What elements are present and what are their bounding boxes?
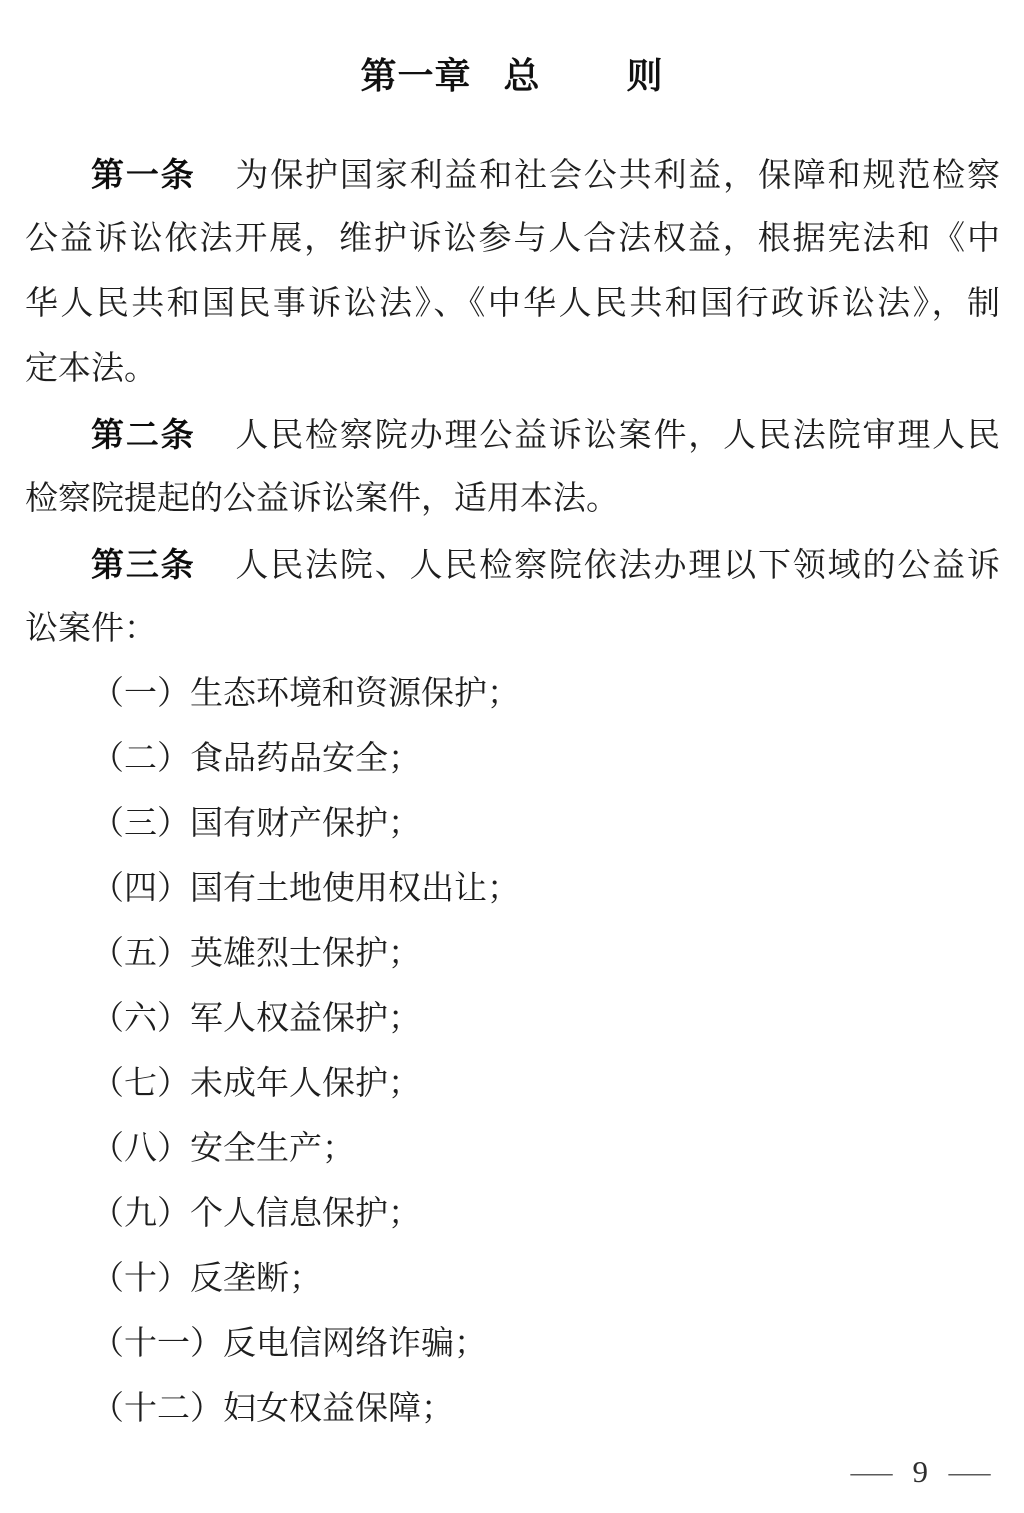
article-1-text: 华人民共和国民事诉讼法》、《中华人民共和国行政诉讼法》，制: [25, 286, 1000, 322]
article-1-line-4: [25, 337, 1000, 402]
list-item-text: （十）反垄断；: [91, 1261, 322, 1297]
article-body: [25, 142, 1000, 1442]
list-item-text: （八）安全生产；: [91, 1131, 355, 1167]
list-item-4: [25, 857, 1000, 922]
list-item-text: （一）生态环境和资源保护；: [91, 676, 520, 712]
list-item-text: （十二）妇女权益保障；: [91, 1391, 454, 1427]
list-item-text: （五）英雄烈士保护；: [91, 936, 421, 972]
list-item-text: （四）国有土地使用权出让；: [91, 871, 520, 907]
list-item-9: [25, 1182, 1000, 1247]
list-item-1: [25, 662, 1000, 727]
page-number-footer: [850, 1450, 991, 1494]
list-item-2: [25, 727, 1000, 792]
list-item-12: [25, 1377, 1000, 1442]
chapter-title-word-1: 总: [503, 55, 541, 96]
chapter-label: 第一章: [360, 55, 472, 96]
list-item-text: （七）未成年人保护；: [91, 1066, 421, 1102]
footer-right-dash: —: [948, 1454, 991, 1489]
list-item-text: （二）食品药品安全；: [91, 741, 421, 777]
list-item-8: [25, 1117, 1000, 1182]
article-2-number: 第二条: [91, 416, 196, 453]
article-3-text: 讼案件：: [25, 611, 157, 647]
article-3-line-1: [25, 532, 1000, 597]
chapter-title-word-2: 则: [626, 55, 664, 96]
article-3-text: 人民法院、人民检察院依法办理以下领域的公益诉: [233, 548, 1000, 584]
article-1-text: 公益诉讼依法开展，维护诉讼参与人合法权益，根据宪法和《中: [25, 221, 1000, 257]
article-1-number: 第一条: [91, 156, 196, 193]
footer-left-dash: —: [850, 1454, 892, 1489]
article-1-line-1: [25, 142, 1000, 207]
chapter-heading: [0, 48, 1024, 99]
list-item-text: （九）个人信息保护；: [91, 1196, 421, 1232]
list-item-11: [25, 1312, 1000, 1377]
page-number: 9: [912, 1454, 928, 1489]
list-item-text: （十一）反电信网络诈骗；: [91, 1326, 487, 1362]
article-1-text: 为保护国家利益和社会公共利益，保障和规范检察: [233, 158, 1000, 194]
list-item-text: （三）国有财产保护；: [91, 806, 421, 842]
article-3-number: 第三条: [91, 546, 196, 583]
article-1-line-2: [25, 207, 1000, 272]
list-item-7: [25, 1052, 1000, 1117]
article-2-line-1: [25, 402, 1000, 467]
list-item-10: [25, 1247, 1000, 1312]
article-1-line-3: [25, 272, 1000, 337]
list-item-text: （六）军人权益保护；: [91, 1001, 421, 1037]
article-2-text: 检察院提起的公益诉讼案件，适用本法。: [25, 481, 619, 517]
list-item-3: [25, 792, 1000, 857]
article-2-text: 人民检察院办理公益诉讼案件，人民法院审理人民: [233, 418, 1000, 454]
list-item-6: [25, 987, 1000, 1052]
article-3-line-2: [25, 597, 1000, 662]
article-2-line-2: [25, 467, 1000, 532]
list-item-5: [25, 922, 1000, 987]
article-1-text: 定本法。: [25, 351, 157, 387]
